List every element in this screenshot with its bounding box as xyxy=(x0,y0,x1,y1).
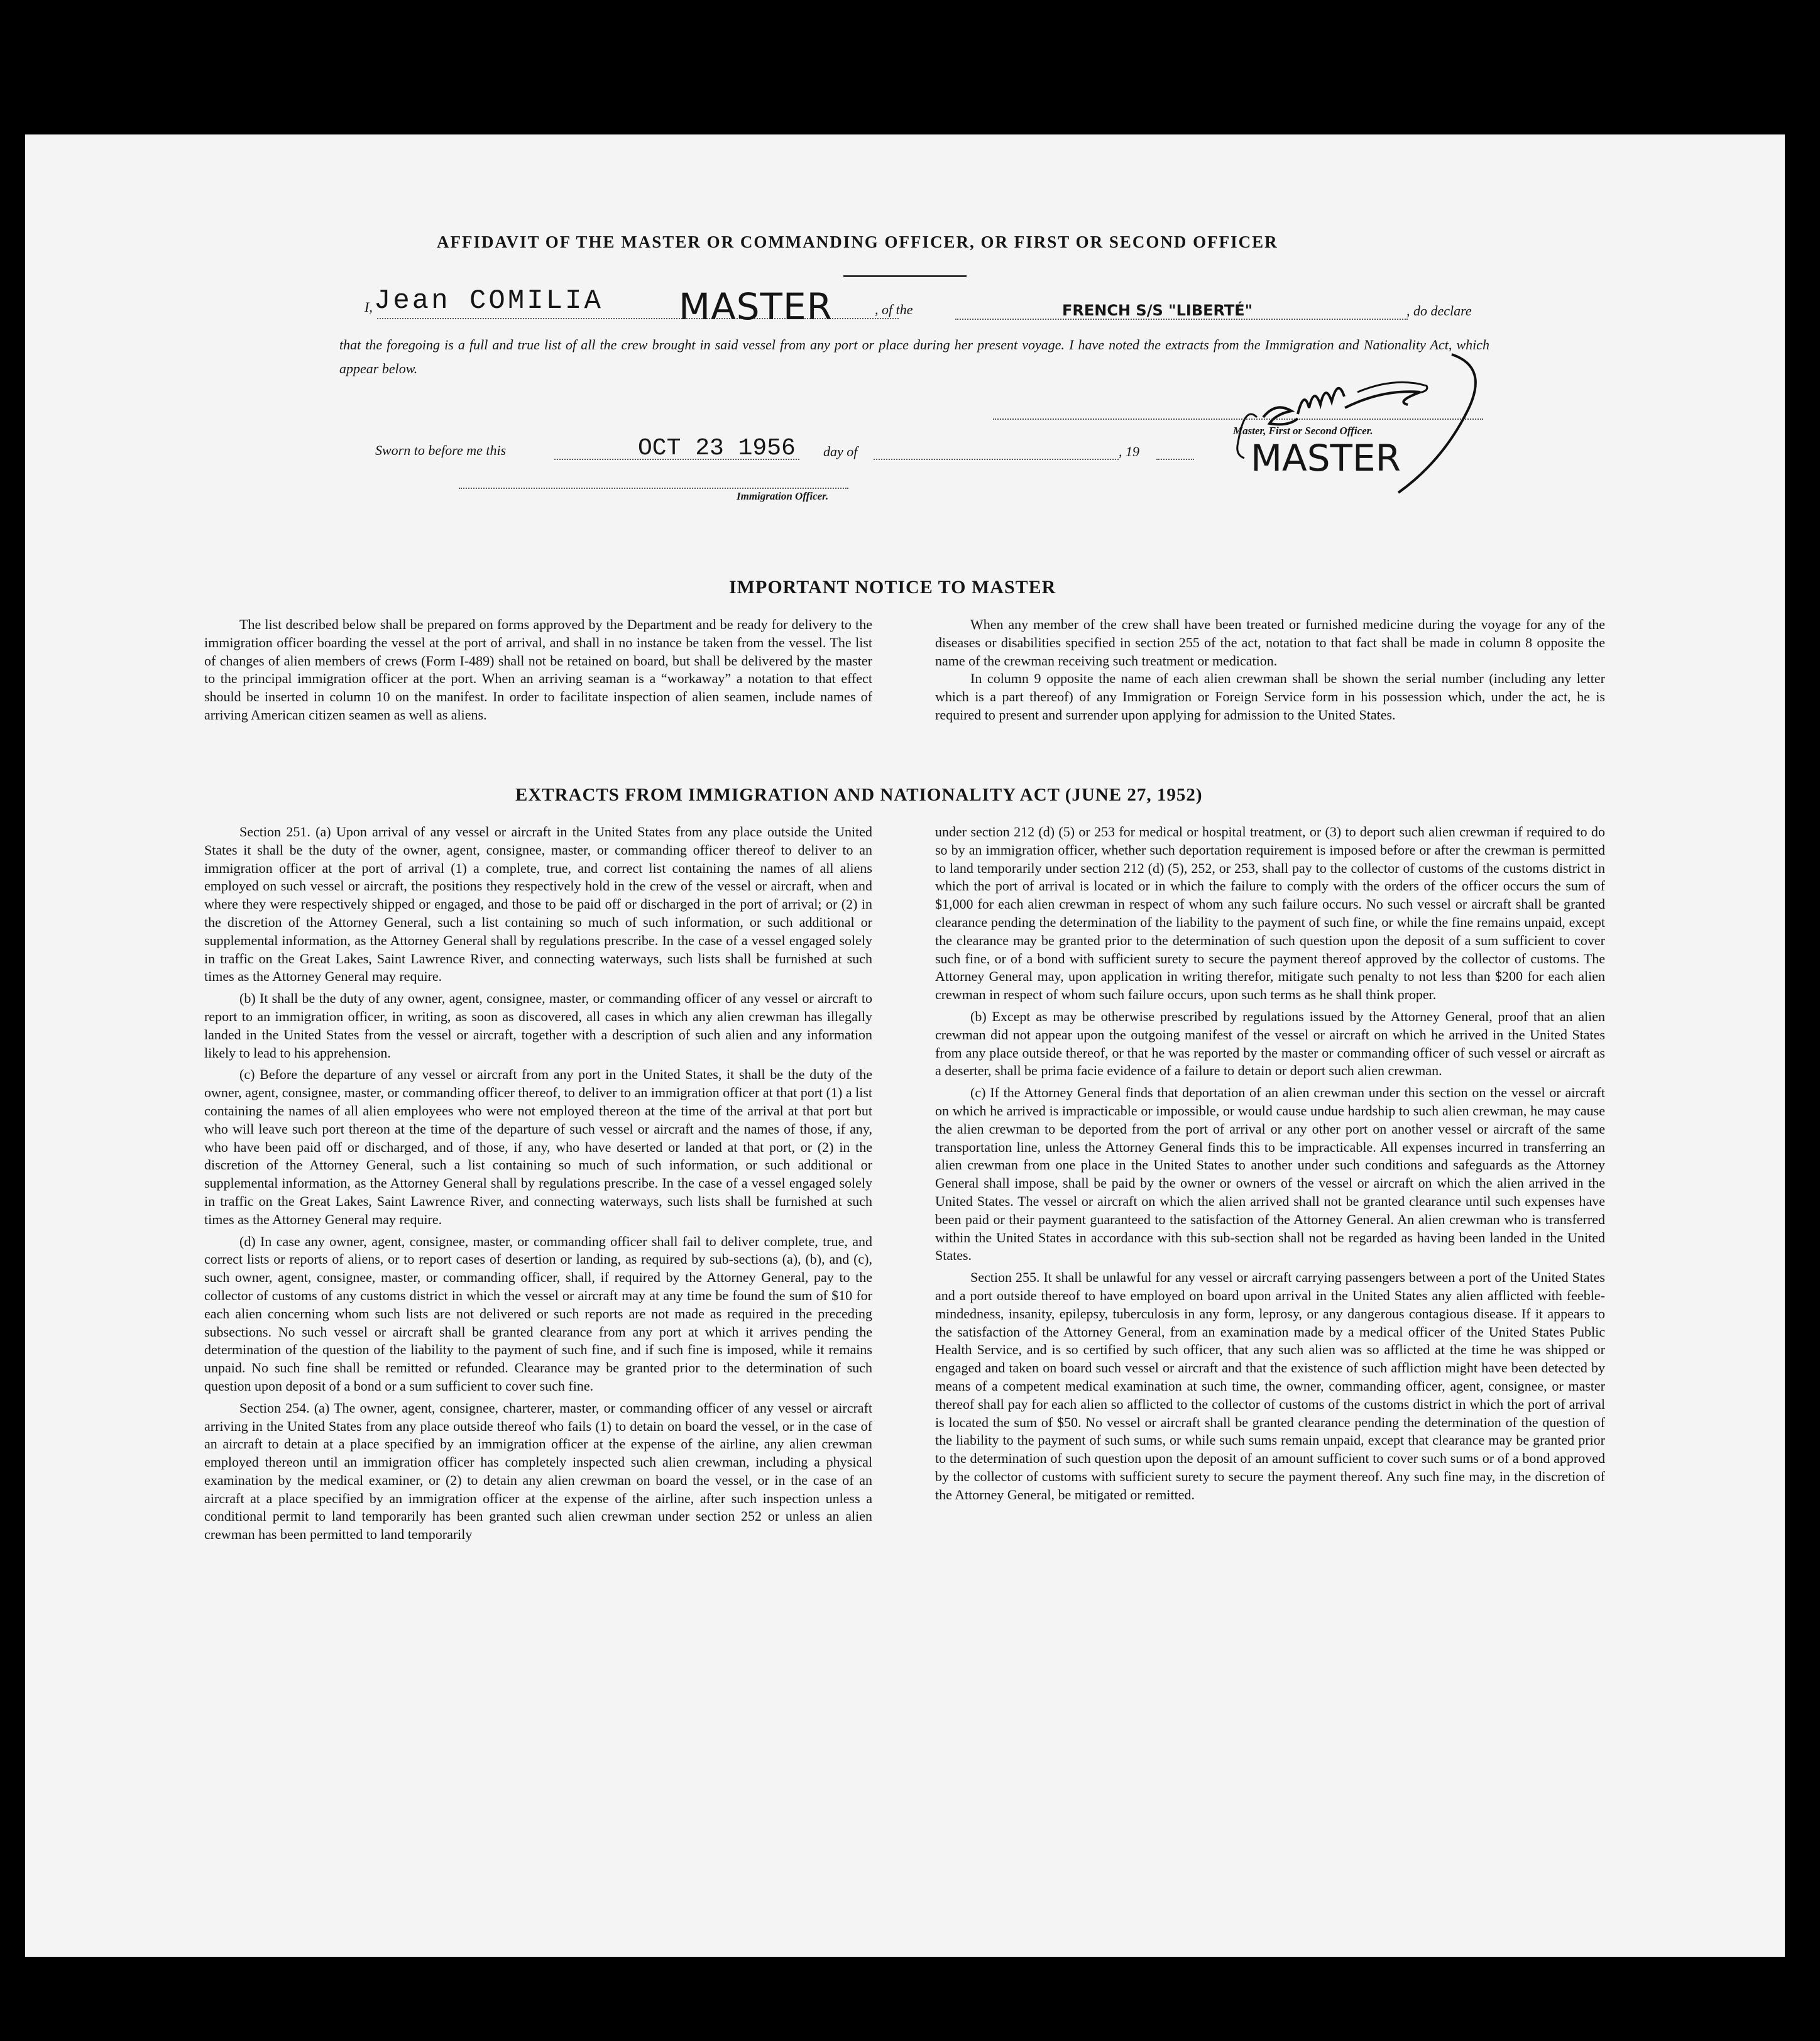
document-page xyxy=(25,134,1785,1957)
typed-master-name: Jean COMILIA xyxy=(374,285,603,317)
of-the-label: , of the xyxy=(875,302,913,317)
immigration-officer-caption: Immigration Officer. xyxy=(737,490,829,502)
notice-left-column xyxy=(204,616,872,725)
title-divider xyxy=(843,275,967,277)
notice-right-column xyxy=(935,616,1605,725)
statute-paragraph: Section 255. It shall be unlawful for any vessel or aircraft carrying passengers between a port of the United States and a port outside thereof to have employed on board upon arrival in the United States any alien afflicted with feeble-mindedness, insanity, epilepsy, tuberculosis in any form, leprosy, or any dangerous contagious disease. If it appears to the satisfaction of the Attorney General, from an examination made by a medical officer of the United States Public Health Service, and is so certified by such officer, that any such alien was so afflicted at the time he was shipped or engaged and taken on board such vessel or aircraft and that the existence of such affliction might have been detected by means of a competent medical examination at such time, the owner, commanding officer, agent, consignee, or master thereof shall pay for each alien so afflicted to the collector of customs of the customs district in which the port of arrival is located the sum of $50. No vessel or aircraft shall be granted clearance pending the determination of the question of the liability to the payment of such sums, or while such sums remain unpaid, except that clearance may be granted prior to the determination of such question upon the deposit of an amount sufficient to cover such sums or of a bond approved by the collector of customs with sufficient surety to secure the payment thereof. Any such fine may, in the discretion of the Attorney General, be mitigated or remitted. xyxy=(935,1269,1605,1502)
signature-rank-stamp: MASTER xyxy=(1251,437,1401,479)
do-declare-label: , do declare xyxy=(1406,303,1472,319)
day-of-label: day of xyxy=(823,444,858,459)
statute-paragraph: (c) If the Attorney General finds that deportation of an alien crewman under this section on the vessel or aircraft on which he arrived is impracticable or impossible, or would cause undue hardship to such alien crewman, he may cause the alien crewman to be deported from the port of arrival or any other port on another vessel or aircraft of the same transportation line, unless the Attorney General finds this to be impracticable. All expenses incurred in transferring an alien crewman from one place in the United States to another under such conditions and safeguards as the Attorney General shall impose, shall be paid by the owner or owners of the vessel or aircraft on which the alien arrived in the United States. The vessel or aircraft on which the alien arrived shall not be granted clearance until such expenses have been paid or their payment guaranteed to the satisfaction of the Attorney General. An alien crewman who is transferred within the United States in accordance with this sub-section shall not be regarded as having been landed in the United States. xyxy=(935,1085,1605,1264)
statute-paragraph: Section 251. (a) Upon arrival of any vessel or aircraft in the United States from any place outside the United States it shall be the duty of the owner, agent, consignee, master, or commanding officer thereof to deliver to an immigration officer at the port of arrival (1) a complete, true, and correct list containing the names of all aliens employed on such vessel or aircraft, the positions they respectively hold in the crew of the vessel or aircraft, when and where they were respectively shipped or engaged, and those to be paid off or discharged in the port of arrival; or (2) in the discretion of the Attorney General, such a list containing so much of such information, or such additional or supplemental information, as the Attorney General shall by regulations prescribe. In the case of a vessel engaged solely in traffic on the Great Lakes, Saint Lawrence River, and connecting waterways, such lists shall be furnished at such times as the Attorney General may require. xyxy=(204,824,872,985)
sworn-label: Sworn to before me this xyxy=(375,442,507,458)
year-label: , 19 xyxy=(1119,444,1139,459)
statute-paragraph: Section 254. (a) The owner, agent, consignee, charterer, master, or commanding officer of any vessel or aircraft arriving in the United States from any place outside thereof who fails (1) to detain on board the vessel, or in the case of an aircraft to detain at a place specified by an immigration officer at the expense of the airline, any alien crewman employed thereon until an immigration officer has completely inspected such alien crewman, including a physical examination by the medical examiner, or (2) to detain any alien crewman on board the vessel, or in the case of an aircraft at a place specified by an immigration officer at the expense of the airline, after such inspection unless a conditional permit to land temporarily has been granted such alien crewman under section 252 or unless an alien crewman has been permitted to land temporarily xyxy=(204,1399,872,1543)
rank-stamp: MASTER xyxy=(679,285,833,328)
statute-paragraph: under section 212 (d) (5) or 253 for medical or hospital treatment, or (3) to deport such alien crewman if required to do so by an immigration officer, whether such deportation requirement is imposed before or after the crewman is permitted to land temporarily under section 212 (d) (5), 252, or 253, shall pay to the collector of customs of the customs district in which the port of arrival is located or in which the failure to comply with the orders of the officer occurs the sum of $1,000 for each alien crewman in respect of whom any such failure occurs. No such vessel or aircraft shall be granted clearance pending the determination of the liability to the payment of such fine, or while the fine remains unpaid, except the clearance may be granted prior to the determination of such question upon the deposit of a sum sufficient to cover such fine, or of a bond with sufficient surety to secure the payment thereof approved by the collector of customs. The Attorney General may, upon application in writing therefor, mitigate such penalty to not less than $200 for each alien crewman in respect of whom such failure occurs, upon such terms as he shall think proper. xyxy=(935,824,1605,1003)
statute-paragraph: (b) Except as may be otherwise prescribed by regulations issued by the Attorney General, proof that an alien crewman did not appear upon the outgoing manifest of the vessel or aircraft on which he arrived in the United States from any place outside thereof, or that he was reported by the master or commanding officer of such vessel or aircraft as a deserter, shall be prima facie evidence of a failure to detain or deport such alien crewman. xyxy=(935,1008,1605,1079)
notice-paragraph: In column 9 opposite the name of each alien crewman shall be shown the serial number (including any letter which is a part thereof) of any Immigration or Foreign Service form in his possession which, under the act, he is required to present and surrender upon applying for admission to the United States. xyxy=(935,670,1605,723)
extracts-title: EXTRACTS FROM IMMIGRATION AND NATIONALITY ACT (JUNE 27, 1952) xyxy=(515,785,1203,805)
statute-paragraph: (b) It shall be the duty of any owner, agent, consignee, master, or commanding officer of any vessel or aircraft to report to an immigration officer, in writing, as soon as discovered, all cases in which any alien crewman has illegally landed in the United States from the vessel or aircraft, together with a description of such alien and any information likely to lead to his apprehension. xyxy=(204,990,872,1061)
vessel-name: FRENCH S/S "LIBERTÉ" xyxy=(1062,302,1253,319)
month-field-line xyxy=(874,459,1119,460)
sworn-date-stamp: OCT 23 1956 xyxy=(638,435,796,462)
signature-caption: Master, First or Second Officer. xyxy=(1233,425,1373,437)
extracts-left-column xyxy=(204,823,872,1544)
notice-paragraph: When any member of the crew shall have been treated or furnished medicine during the voyage for any of the diseases or disabilities specified in section 255 of the act, notation to that fact shall be made in column 8 opposite the name of the crewman receiving such treatment or medication. xyxy=(935,616,1605,669)
year-field-line xyxy=(1156,459,1194,460)
statute-paragraph: (d) In case any owner, agent, consignee, master, or commanding officer shall fail to deliver complete, true, and correct lists or reports of aliens, or to report cases of desertion or landing, as required by sub-sections (a), (b), and (c), such owner, agent, consignee, master, or commanding officer, shall, if required by the Attorney General, pay to the collector of customs of any customs district in which the vessel or aircraft may at any time be found the sum of $10 for each alien concerning whom such lists are not delivered or such reports are not made as required in the preceding subsections. No such vessel or aircraft shall be granted clearance from any port at which it arrives pending the determination of the question of the liability to the payment of such fine, and if such fine is imposed, while it remains unpaid. No such fine shall be remitted or refunded. Clearance may be granted prior to the determination of such question upon deposit of a bond or a sum sufficient to cover such fine. xyxy=(204,1233,872,1394)
notice-paragraph: The list described below shall be prepared on forms approved by the Department and be ready for delivery to the immigration officer boarding the vessel at the port of arrival, and shall in no instance be taken from the vessel. The list of changes of alien members of crews (Form I-489) shall not be retained on board, but shall be delivered by the master to the principal immigration officer at the port. When an arriving seaman is a “workaway” a notation to that effect should be inserted in column 10 on the manifest. In order to facilitate inspection of alien seamen, include names of arriving American citizen seamen as well as aliens. xyxy=(204,616,872,723)
notice-title: IMPORTANT NOTICE TO MASTER xyxy=(729,577,1056,598)
declaration-text: that the foregoing is a full and true list of all the crew brought in said vessel from any port or place during her present voyage. I have noted the extracts from the Immigration and Nationality Act, which appear below. xyxy=(339,337,1489,376)
statute-paragraph: (c) Before the departure of any vessel or aircraft from any port in the United States, it shall be the duty of the owner, agent, consignee, master, or commanding officer thereof, to deliver to an immigration officer at that port (1) a list containing the names of all alien employees who were not employed thereon at the time of the arrival at that port but who will leave such port thereon at the time of the departure of such vessel or aircraft and the names of those, if any, who have been paid off or discharged, and of those, if any, who have deserted or landed at that port, or (2) in the discretion of the Attorney General, such a list containing so much of such information, or such additional or supplemental information, as the Attorney General shall by regulations prescribe. In the case of a vessel engaged solely in traffic on the Great Lakes, Saint Lawrence River, and connecting waterways, such lists shall be furnished at such times as the Attorney General may require. xyxy=(204,1066,872,1227)
immigration-officer-line xyxy=(459,488,848,489)
affidavit-title: AFFIDAVIT OF THE MASTER OR COMMANDING OFFICER, OR FIRST OR SECOND OFFICER xyxy=(437,233,1278,251)
prefix-i: I, xyxy=(365,299,373,315)
extracts-right-column xyxy=(935,823,1605,1504)
